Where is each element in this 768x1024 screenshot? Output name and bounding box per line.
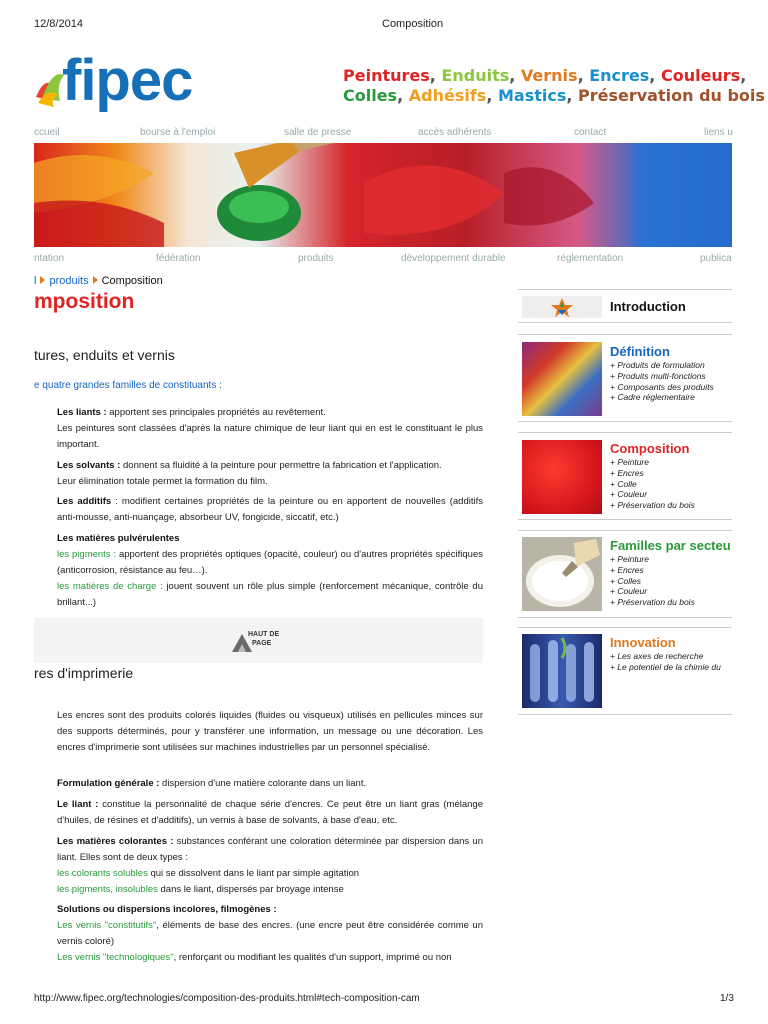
print-page: 1/3 bbox=[720, 993, 734, 1004]
sidebar-link[interactable]: + Encres bbox=[610, 564, 644, 575]
nav-produits[interactable]: produits bbox=[298, 253, 334, 264]
sidebar-link[interactable]: + Préservation du bois bbox=[610, 500, 695, 511]
para-liant: Le liant : constitue la personnalité de chaque série d'encres. Ce peut être un liant gras (mélange d'huiles, de résines et d'additifs), un vernis à base de solvants, à base d'eau, etc. bbox=[57, 799, 483, 826]
definition-thumb bbox=[522, 342, 602, 416]
link-vernis-technologiques[interactable]: Les vernis "technologiques" bbox=[57, 952, 174, 963]
link-matieres-charge[interactable]: les matières de charge : bbox=[57, 581, 163, 592]
sidebar-composition-title[interactable]: Composition bbox=[610, 441, 690, 456]
sidebar-definition-title[interactable]: Définition bbox=[610, 344, 670, 359]
print-date: 12/8/2014 bbox=[34, 18, 83, 30]
link-pigments[interactable]: les pigments : bbox=[57, 549, 117, 560]
sidebar-link[interactable]: + Les axes de recherche bbox=[610, 651, 704, 661]
innovation-thumb bbox=[522, 634, 602, 708]
section-peintures-intro[interactable]: e quatre grandes familles de constituants : bbox=[34, 380, 222, 391]
nav-publications[interactable]: publica bbox=[700, 253, 732, 264]
para-additifs: Les additifs : modifient certaines propriétés de la peinture ou en apportent de nouvelles (additifs anti-mousse, anti-nuançage, absorbeur UV, fongicide, siccatif, etc.) bbox=[57, 496, 483, 523]
paint-bucket-image bbox=[522, 537, 602, 611]
link-colorants-solubles[interactable]: les colorants solubles bbox=[57, 868, 148, 879]
breadcrumb-home[interactable]: l bbox=[34, 275, 37, 287]
nav-salle-presse[interactable]: salle de presse bbox=[284, 127, 352, 138]
breadcrumb-produits[interactable]: produits bbox=[49, 275, 89, 287]
para-liants: Les liants : apportent ses principales propriétés au revêtement. Les peintures sont classées d'après la nature chimique de leur liant qui en est le constituant le plus important. bbox=[57, 407, 483, 450]
breadcrumb-current: Composition bbox=[101, 275, 163, 287]
breadcrumb bbox=[34, 275, 163, 287]
sidebar-link[interactable]: + Colles bbox=[610, 575, 641, 586]
main-nav bbox=[34, 249, 732, 265]
star-icon bbox=[522, 296, 602, 318]
breadcrumb-arrow-icon bbox=[40, 276, 45, 284]
sidebar-familles-title[interactable]: Familles par secteu bbox=[610, 538, 731, 553]
tagline-line1: Peintures, Enduits, Vernis, Encres, Couleurs, bbox=[343, 66, 747, 85]
sidebar-link[interactable]: + Encres bbox=[610, 467, 644, 478]
nav-federation[interactable]: fédération bbox=[156, 253, 201, 264]
nav-acces-adherents[interactable]: accès adhérents bbox=[418, 127, 492, 138]
sidebar-link[interactable]: + Peinture bbox=[610, 554, 649, 564]
para-solutions: Solutions ou dispersions incolores, filmogènes : Les vernis "constitutifs", éléments de base des encres. (une encre peut être considérée comme un vernis coloré) Les vernis "technologiques", renforçant ou modifiant les qualités d'un support, imprimé ou non bbox=[57, 904, 483, 963]
print-url: http://www.fipec.org/technologies/composition-des-produits.html#tech-composition-cam bbox=[34, 993, 420, 1004]
sidebar-innovation-items bbox=[610, 651, 721, 673]
page-title: mposition bbox=[34, 290, 135, 313]
sidebar-innovation-title[interactable]: Innovation bbox=[610, 635, 676, 650]
section-peintures-title: tures, enduits et vernis bbox=[34, 347, 175, 363]
sidebar-link[interactable]: + Couleur bbox=[610, 489, 648, 500]
nav-contact[interactable]: contact bbox=[574, 127, 607, 138]
para-solvants: Les solvants : donnent sa fluidité à la peinture pour permettre la fabrication et l'application. Leur élimination totale permet la formation du film. bbox=[57, 460, 442, 487]
sidebar-link[interactable]: + Cadre réglementaire bbox=[610, 392, 695, 403]
back-to-top-bar bbox=[34, 618, 483, 663]
sidebar-intro-title[interactable]: Introduction bbox=[610, 299, 686, 314]
para-matieres: Les matières pulvérulentes les pigments : apportent des propriétés optiques (opacité, couleur) ou d'autres propriétés spécifiques (anticorrosion, résistance au feu…). les matières de charge : jouent souvent un rôle plus simple (renforcement mécanique, contrôle du brillant...) bbox=[57, 533, 483, 608]
nav-developpement-durable[interactable]: développement durable bbox=[401, 253, 506, 264]
sidebar-definition-items bbox=[610, 360, 714, 403]
sidebar-link[interactable]: + Colle bbox=[610, 478, 637, 489]
nav-accueil[interactable]: ccueil bbox=[34, 127, 60, 138]
familles-thumb bbox=[522, 537, 602, 611]
nav-reglementation[interactable]: réglementation bbox=[557, 253, 624, 264]
breadcrumb-arrow-icon bbox=[93, 276, 98, 284]
header-banner-image bbox=[34, 143, 732, 247]
para-colorantes: Les matières colorantes : substances conférant une coloration déterminée par dispersion dans un liant. Elles sont de deux types : les colorants solubles qui se dissolvent dans le liant par simple agitation les pigments, insolubles dans le liant, dispersés par broyage intense bbox=[57, 836, 483, 895]
sidebar-link[interactable]: + Produits de formulation bbox=[610, 360, 705, 370]
link-vernis-constitutifs[interactable]: Les vernis "constitutifs" bbox=[57, 920, 157, 931]
para-formulation: Formulation générale : dispersion d'une matière colorante dans un liant. bbox=[57, 778, 367, 789]
sidebar-link[interactable]: + Peinture bbox=[610, 457, 649, 467]
sidebar-link[interactable]: + Le potentiel de la chimie du bbox=[610, 661, 721, 672]
sidebar-link[interactable]: + Couleur bbox=[610, 586, 648, 597]
logo-text: fipec bbox=[62, 48, 193, 113]
top-nav bbox=[34, 123, 732, 143]
sidebar-link[interactable]: + Préservation du bois bbox=[610, 597, 695, 608]
nav-bourse-emploi[interactable]: bourse à l'emploi bbox=[140, 127, 216, 138]
sidebar-composition-items bbox=[610, 457, 695, 511]
tagline-line2: Colles, Adhésifs, Mastics, Préservation du bois bbox=[343, 86, 765, 105]
sidebar-link[interactable]: + Produits multi-fonctions bbox=[610, 370, 706, 381]
section-encres-title: res d'imprimerie bbox=[34, 665, 134, 681]
para-encres-def: Les encres sont des produits colorés liquides (fluides ou visqueux) utilisés en pellicules minces sur des supports déterminés, pour y transférer une information, un message ou une décoration. Les encres d'imprimerie sont utilisées sur machines industrielles par un personnel spécialisé. bbox=[57, 710, 483, 753]
fipec-logo[interactable] bbox=[34, 45, 234, 115]
nav-liens[interactable]: liens u bbox=[704, 127, 733, 138]
print-title: Composition bbox=[382, 18, 444, 30]
nav-presentation[interactable]: ntation bbox=[34, 253, 65, 264]
link-pigments-insolubles[interactable]: les pigments, insolubles bbox=[57, 884, 158, 895]
sidebar-familles-items bbox=[610, 554, 695, 608]
sidebar-link[interactable]: + Composants des produits bbox=[610, 381, 714, 392]
back-to-top-button[interactable]: HAUT DE PAGE bbox=[230, 628, 286, 654]
composition-thumb bbox=[522, 440, 602, 514]
test-tubes-image bbox=[522, 634, 602, 708]
intro-thumb bbox=[522, 296, 602, 318]
